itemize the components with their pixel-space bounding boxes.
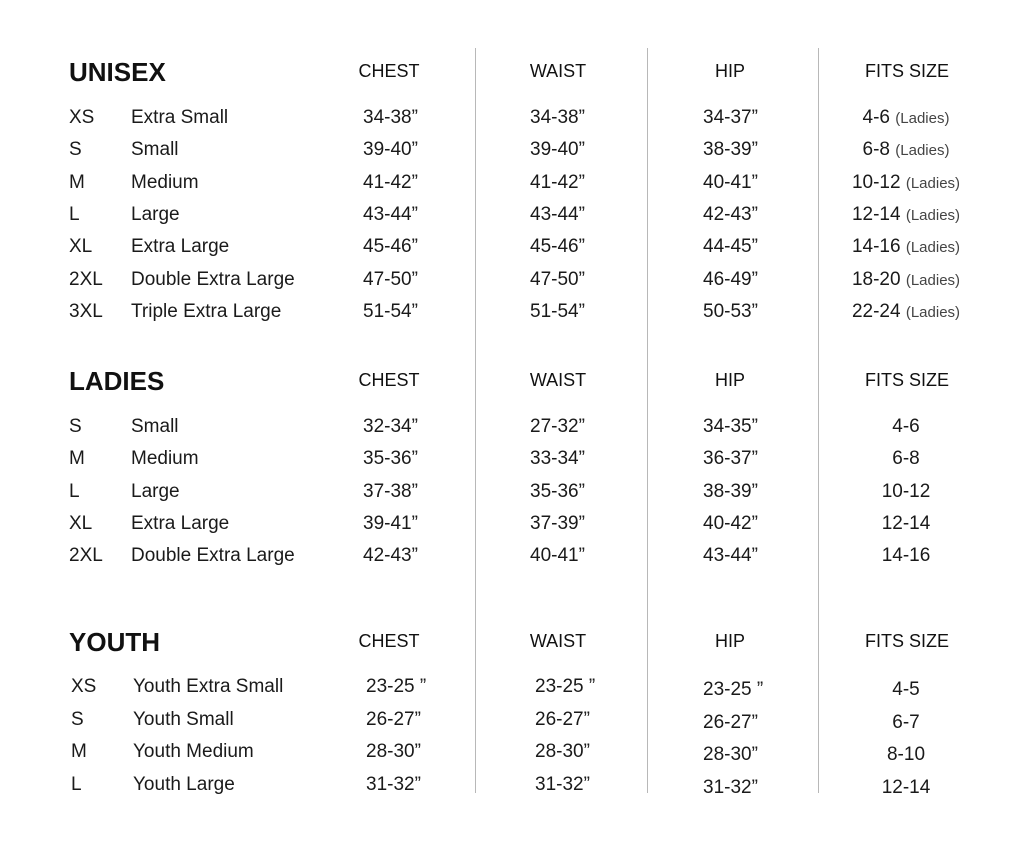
waist-value: 37-39” <box>530 512 585 534</box>
size-name: Medium <box>131 448 199 470</box>
table-row <box>0 774 1024 802</box>
size-name: Double Extra Large <box>131 545 295 567</box>
column-header-fits-size: FITS SIZE <box>864 370 950 390</box>
table-row <box>0 269 1024 297</box>
table-row <box>0 416 1024 444</box>
size-code: L <box>71 773 82 795</box>
chest-value: 43-44” <box>363 203 418 225</box>
table-row <box>0 741 1024 769</box>
chest-value: 51-54” <box>363 300 418 322</box>
chest-value: 32-34” <box>363 416 418 437</box>
size-code: XL <box>69 512 93 534</box>
size-code: 3XL <box>69 300 103 322</box>
size-code: 2XL <box>69 268 103 290</box>
waist-value: 28-30” <box>535 741 590 762</box>
fits-size-number: 14-16 <box>881 545 931 567</box>
size-code: L <box>69 480 80 502</box>
waist-value: 47-50” <box>530 268 585 290</box>
size-code: S <box>69 416 82 437</box>
fits-size-note: (Ladies) <box>905 174 961 192</box>
size-code: XS <box>69 107 95 128</box>
hip-value: 34-37” <box>703 107 758 128</box>
fits-size-number: 10-12 <box>851 171 901 193</box>
hip-value: 38-39” <box>703 139 758 161</box>
table-row <box>0 448 1024 476</box>
table-row <box>0 301 1024 329</box>
fits-size-value <box>852 301 960 323</box>
fits-size-value <box>892 448 919 470</box>
fits-size-number: 6-7 <box>892 711 920 733</box>
fits-size-number: 6-8 <box>862 139 890 161</box>
size-name: Medium <box>131 171 199 193</box>
column-header-chest: CHEST <box>358 631 420 651</box>
fits-size-note: (Ladies) <box>905 303 961 321</box>
waist-value: 43-44” <box>530 203 585 225</box>
chest-value: 47-50” <box>363 268 418 290</box>
section-title: LADIES <box>69 366 165 396</box>
chest-value: 23-25 ” <box>366 676 427 697</box>
chest-value: 28-30” <box>366 741 421 762</box>
size-code: M <box>71 741 87 762</box>
hip-value: 40-42” <box>703 512 758 534</box>
size-name: Small <box>131 416 179 437</box>
chest-value: 41-42” <box>363 171 418 193</box>
fits-size-value <box>852 172 960 194</box>
waist-value: 33-34” <box>530 448 585 470</box>
waist-value: 35-36” <box>530 480 585 502</box>
fits-size-value <box>863 139 950 161</box>
table-row <box>0 513 1024 541</box>
fits-size-number: 8-10 <box>886 744 926 765</box>
fits-size-number: 4-6 <box>892 416 920 437</box>
chest-value: 39-41” <box>363 512 418 534</box>
size-name: Youth Large <box>133 773 235 795</box>
fits-size-value <box>887 744 925 766</box>
fits-size-number: 10-12 <box>881 480 931 502</box>
chest-value: 26-27” <box>366 708 421 730</box>
column-header-fits-size: FITS SIZE <box>864 631 950 651</box>
hip-value: 40-41” <box>703 171 758 193</box>
fits-size-note: (Ladies) <box>895 142 950 160</box>
chest-value: 37-38” <box>363 480 418 502</box>
chest-value: 34-38” <box>363 107 418 128</box>
hip-value: 42-43” <box>703 203 758 225</box>
chest-value: 35-36” <box>363 448 418 470</box>
waist-value: 40-41” <box>530 545 585 567</box>
section-title: YOUTH <box>69 627 160 657</box>
size-code: 2XL <box>69 545 103 567</box>
hip-value: 23-25 ” <box>703 679 764 700</box>
size-code: L <box>69 203 80 225</box>
fits-size-note: (Ladies) <box>905 206 961 224</box>
fits-size-number: 6-8 <box>892 448 920 470</box>
fits-size-number: 22-24 <box>851 300 901 322</box>
column-header-hip: HIP <box>714 61 746 81</box>
fits-size-value <box>892 712 919 734</box>
column-header-waist: WAIST <box>529 370 587 390</box>
column-header-waist: WAIST <box>529 631 587 651</box>
size-name: Double Extra Large <box>131 268 295 290</box>
table-row <box>0 139 1024 167</box>
size-code: XS <box>71 676 97 697</box>
size-name: Large <box>131 203 180 225</box>
chest-value: 45-46” <box>363 236 418 258</box>
waist-value: 31-32” <box>535 773 590 795</box>
section-title: UNISEX <box>69 57 166 87</box>
fits-size-value <box>852 236 960 258</box>
chest-value: 39-40” <box>363 139 418 161</box>
fits-size-value <box>882 777 931 799</box>
table-row <box>0 172 1024 200</box>
fits-size-value <box>852 269 960 291</box>
size-name: Large <box>131 480 180 502</box>
hip-value: 31-32” <box>703 776 758 798</box>
fits-size-number: 4-6 <box>862 107 890 128</box>
fits-size-value <box>892 416 919 438</box>
column-header-hip: HIP <box>714 370 746 390</box>
column-header-fits-size: FITS SIZE <box>864 61 950 81</box>
size-name: Small <box>131 139 179 161</box>
fits-size-value <box>882 481 931 503</box>
fits-size-value <box>892 679 919 701</box>
size-name: Youth Extra Small <box>133 676 284 697</box>
table-row <box>0 481 1024 509</box>
fits-size-value <box>882 513 931 535</box>
hip-value: 38-39” <box>703 480 758 502</box>
fits-size-number: 12-14 <box>851 203 901 225</box>
size-code: S <box>69 139 82 161</box>
hip-value: 36-37” <box>703 448 758 470</box>
fits-size-number: 12-14 <box>881 512 931 534</box>
fits-size-number: 12-14 <box>881 776 931 798</box>
size-code: S <box>71 708 84 730</box>
hip-value: 28-30” <box>703 744 758 765</box>
chest-value: 31-32” <box>366 773 421 795</box>
table-row <box>0 107 1024 135</box>
hip-value: 46-49” <box>703 268 758 290</box>
waist-value: 26-27” <box>535 708 590 730</box>
fits-size-number: 18-20 <box>851 268 901 290</box>
waist-value: 45-46” <box>530 236 585 258</box>
fits-size-number: 4-5 <box>892 679 920 700</box>
size-code: XL <box>69 236 93 258</box>
table-row <box>0 236 1024 264</box>
waist-value: 51-54” <box>530 300 585 322</box>
column-header-chest: CHEST <box>358 61 420 81</box>
table-row <box>0 545 1024 573</box>
hip-value: 43-44” <box>703 545 758 567</box>
size-name: Youth Small <box>133 708 234 730</box>
table-row <box>0 709 1024 737</box>
fits-size-value <box>882 545 931 567</box>
size-name: Triple Extra Large <box>131 300 282 322</box>
fits-size-note: (Ladies) <box>905 239 961 257</box>
column-header-chest: CHEST <box>358 370 420 390</box>
size-name: Extra Large <box>131 512 230 534</box>
hip-value: 50-53” <box>703 300 758 322</box>
fits-size-value <box>852 204 960 226</box>
waist-value: 34-38” <box>530 107 585 128</box>
size-code: M <box>69 171 85 193</box>
waist-value: 23-25 ” <box>535 676 596 697</box>
hip-value: 34-35” <box>703 416 758 437</box>
waist-value: 39-40” <box>530 139 585 161</box>
fits-size-note: (Ladies) <box>905 271 961 289</box>
column-header-waist: WAIST <box>529 61 587 81</box>
fits-size-value <box>863 107 950 129</box>
fits-size-number: 14-16 <box>851 236 901 258</box>
table-row <box>0 676 1024 704</box>
size-name: Extra Small <box>131 107 229 128</box>
size-name: Youth Medium <box>133 741 254 762</box>
waist-value: 27-32” <box>530 416 585 437</box>
size-code: M <box>69 448 85 470</box>
fits-size-note: (Ladies) <box>895 110 950 127</box>
hip-value: 26-27” <box>703 711 758 733</box>
hip-value: 44-45” <box>703 236 758 258</box>
chest-value: 42-43” <box>363 545 418 567</box>
column-header-hip: HIP <box>714 631 746 651</box>
waist-value: 41-42” <box>530 171 585 193</box>
size-name: Extra Large <box>131 236 230 258</box>
table-row <box>0 204 1024 232</box>
